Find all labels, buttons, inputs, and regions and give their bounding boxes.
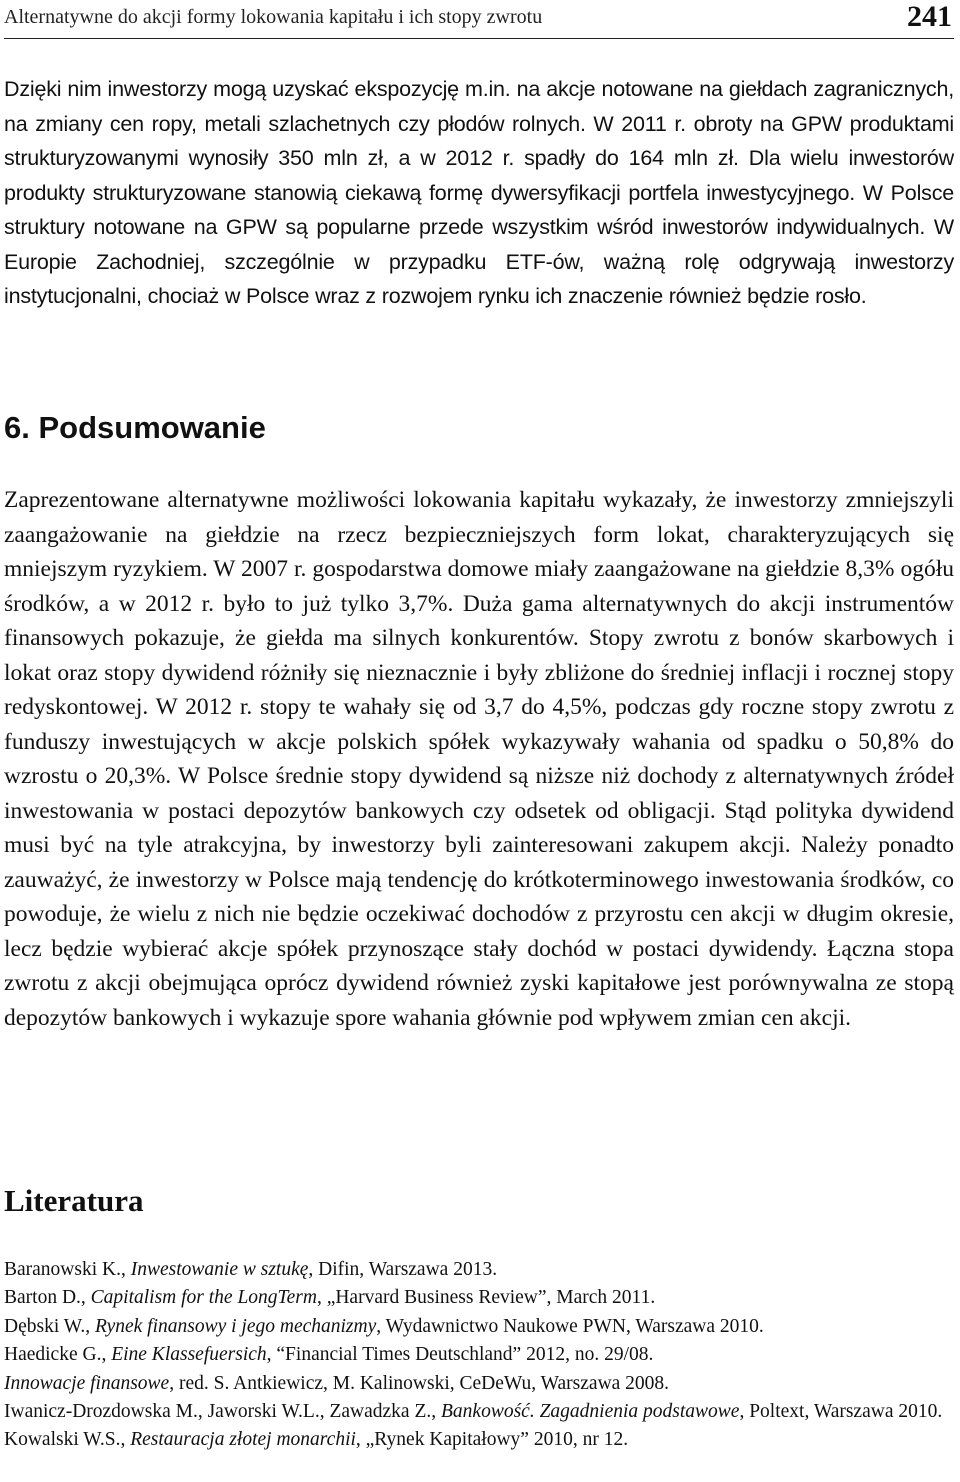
running-header-title: Alternatywne do akcji formy lokowania kapitału i ich stopy zwrotu — [4, 6, 543, 28]
reference-title: Innowacje finansowe — [4, 1372, 170, 1394]
reference-item: Innowacje finansowe, red. S. Antkiewicz, M. Kalinowski, CeDeWu, Warszawa 2008. — [4, 1372, 670, 1394]
page-number: 241 — [907, 0, 952, 33]
section-heading-literature: Literatura — [4, 1183, 144, 1218]
reference-item: Barton D., Capitalism for the LongTerm, „Harvard Business Review”, March 2011. — [4, 1287, 656, 1309]
running-header — [4, 2, 954, 39]
reference-item: Baranowski K., Inwestowanie w sztukę, Difin, Warszawa 2013. — [4, 1259, 498, 1280]
reference-title: Rynek finansowy i jego mechanizmy — [95, 1315, 377, 1337]
reference-title: Restauracja złotej monarchii — [130, 1429, 356, 1451]
intro-paragraph: Dzięki nim inwestorzy mogą uzyskać ekspozycję m.in. na akcje notowane na giełdach zagranicznych, na zmiany cen ropy, metali szlachetnych czy płodów rolnych. W 2011 r. obroty na GPW produktami strukturyzowanymi wynosiły 350 mln zł, a w 2012 r. spadły do 164 mln zł. Dla wielu inwestorów produkty strukturyzowane stanowią ciekawą formę dywersyfikacji portfela inwestycyjnego. W Polsce struktury notowane na GPW są popularne przede wszystkim wśród inwestorów indywidualnych. W Europie Zachodniej, szczególnie w przypadku ETF-ów, ważną rolę odgrywają inwestorzy instytucjonalni, chociaż w Polsce wraz z rozwojem rynku ich znaczenie również będzie rosło. — [4, 77, 954, 308]
reference-list — [4, 1256, 959, 1455]
section-heading-summary: 6. Podsumowanie — [4, 410, 266, 445]
reference-item: Iwanicz-Drozdowska M., Jaworski W.L., Zawadzka Z., Bankowość. Zagadnienia podstawowe, Poltext, Warszawa 2010. — [4, 1401, 943, 1423]
reference-title: Inwestowanie w sztukę — [130, 1259, 309, 1280]
summary-paragraph: Zaprezentowane alternatywne możliwości lokowania kapitału wykazały, że inwestorzy zmniejszyli zaangażowanie na giełdzie na rzecz bezpieczniejszych form lokat, charakteryzujących się mniejszym ryzykiem. W 2007 r. gospodarstwa domowe miały zaangażowane na giełdzie 8,3% ogółu środków, a w 2012 r. było to już tylko 3,7%. Duża gama alternatywnych do akcji instrumentów finansowych pokazuje, że giełda ma silnych konkurentów. Stopy zwrotu z bonów skarbowych i lokat oraz stopy dywidend różniły się nieznacznie i były zbliżone do średniej inflacji i rocznej stopy redyskontowej. W 2012 r. stopy te wahały się od 3,7 do 4,5%, podczas gdy roczne stopy zwrotu z funduszy inwestujących w akcje polskich spółek wykazywały wahania od spadku o 50,8% do wzrostu o 20,3%. W Polsce średnie stopy dywidend są niższe niż dochody z alternatywnych źródeł inwestowania w postaci depozytów bankowych czy odsetek od obligacji. Stąd polityka dywidend musi być na tyle atrakcyjna, by inwestorzy byli zainteresowani zakupem akcji. Należy ponadto zauważyć, że inwestorzy w Polsce mają tendencję do krótkoterminowego inwestowania środków, co powoduje, że wielu z nich nie będzie oczekiwać dochodów z przyrostu cen akcji w długim okresie, lecz będzie wybierać akcje spółek przynoszące stały dochód w postaci dywidendy. Łączna stopa zwrotu z akcji obejmująca oprócz dywidend również zyski kapitałowe jest porównywalna ze stopą depozytów bankowych i wykazuje spore wahania głównie pod wpływem zmian cen akcji. — [4, 487, 954, 1031]
reference-item: Haedicke G., Eine Klassefuersich, “Financial Times Deutschland” 2012, no. 29/08. — [4, 1344, 654, 1366]
reference-title: Capitalism for the LongTerm — [90, 1287, 317, 1309]
reference-title: Bankowość. Zagadnienia podstawowe — [441, 1401, 740, 1423]
reference-item: Kowalski W.S., Restauracja złotej monarchii, „Rynek Kapitałowy” 2010, nr 12. — [4, 1429, 629, 1451]
reference-item: Dębski W., Rynek finansowy i jego mechanizmy, Wydawnictwo Naukowe PWN, Warszawa 2010. — [4, 1315, 764, 1337]
reference-title: Eine Klassefuersich — [111, 1344, 267, 1366]
